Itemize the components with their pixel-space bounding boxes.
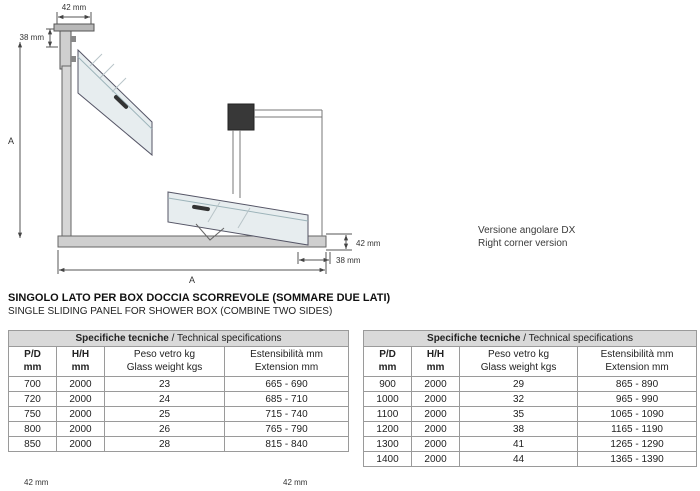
technical-drawing	[0, 0, 470, 290]
table-cell: 1000	[364, 392, 412, 407]
table-cell: 720	[9, 392, 57, 407]
table-cell: 765 - 790	[225, 422, 349, 437]
table-title-italian: Specifiche tecniche	[427, 333, 521, 344]
column-header: Estensibilità mm Extension mm	[225, 347, 349, 377]
table-cell: 24	[105, 392, 225, 407]
dim-label-38mm-right: 38 mm	[336, 256, 361, 265]
page-title-italian: SINGOLO LATO PER BOX DOCCIA SCORREVOLE (SOMMARE DUE LATI)	[8, 292, 391, 304]
spec-tables	[8, 330, 696, 467]
table-cell: 2000	[412, 422, 460, 437]
table-cell: 715 - 740	[225, 407, 349, 422]
table-title-row	[364, 331, 697, 347]
table-cell: 2000	[57, 407, 105, 422]
version-caption	[478, 224, 575, 250]
table-cell: 2000	[412, 377, 460, 392]
column-header: H/H mm	[57, 347, 105, 377]
corner-post	[228, 104, 254, 130]
table-cell: 1300	[364, 437, 412, 452]
table-cell: 865 - 890	[578, 377, 697, 392]
right-depth-dimension	[298, 252, 330, 264]
column-header: P/D mm	[364, 347, 412, 377]
spec-table-left	[8, 330, 349, 452]
table-title	[9, 331, 349, 347]
table-cell: 35	[460, 407, 578, 422]
table-cell: 800	[9, 422, 57, 437]
table-row	[9, 422, 349, 437]
table-cell: 1200	[364, 422, 412, 437]
table-cell: 1365 - 1390	[578, 452, 697, 467]
dim-label-a-left: A	[8, 136, 15, 146]
table-cell: 28	[105, 437, 225, 452]
table-row	[9, 437, 349, 452]
table-cell: 2000	[412, 437, 460, 452]
table-row	[9, 392, 349, 407]
table-body	[9, 377, 349, 452]
table-cell: 685 - 710	[225, 392, 349, 407]
table-title-row	[9, 331, 349, 347]
table-cell: 41	[460, 437, 578, 452]
table-cell: 2000	[57, 377, 105, 392]
table-row	[364, 377, 697, 392]
column-header: Peso vetro kg Glass weight kgs	[460, 347, 578, 377]
footnote-42mm-center: 42 mm	[283, 478, 308, 487]
table-title-italian: Specifiche tecniche	[75, 333, 169, 344]
column-header: P/D mm	[9, 347, 57, 377]
version-caption-italian: Versione angolare DX	[478, 225, 576, 236]
glass-panel-upper	[78, 50, 152, 155]
dim-label-42mm-top: 42 mm	[61, 3, 87, 12]
table-cell: 2000	[412, 392, 460, 407]
table-cell: 32	[460, 392, 578, 407]
bottom-width-dimension	[58, 250, 326, 274]
table-title-english: / Technical specifications	[171, 333, 282, 344]
table-cell: 2000	[57, 392, 105, 407]
version-caption-english: Right corner version	[478, 238, 568, 249]
table-cell: 750	[9, 407, 57, 422]
page-title-english: SINGLE SLIDING PANEL FOR SHOWER BOX (COMBINE TWO SIDES)	[8, 306, 333, 317]
column-header-row	[364, 347, 697, 377]
column-header-row	[9, 347, 349, 377]
dim-label-a-bottom: A	[188, 275, 196, 285]
table-cell: 700	[9, 377, 57, 392]
table-row	[9, 377, 349, 392]
column-header: H/H mm	[412, 347, 460, 377]
table-row	[9, 407, 349, 422]
table-cell: 25	[105, 407, 225, 422]
top-left-depth-dimension	[46, 29, 58, 47]
table-row	[364, 422, 697, 437]
table-cell: 1400	[364, 452, 412, 467]
table-cell: 965 - 990	[578, 392, 697, 407]
table-body	[364, 377, 697, 467]
table-cell: 1065 - 1090	[578, 407, 697, 422]
table-row	[364, 452, 697, 467]
spec-table-right	[363, 330, 697, 467]
dim-label-42mm-right: 42 mm	[356, 239, 381, 248]
dim-label-38mm-top: 38 mm	[19, 33, 44, 42]
table-cell: 29	[460, 377, 578, 392]
table-cell: 1165 - 1190	[578, 422, 697, 437]
table-cell: 1265 - 1290	[578, 437, 697, 452]
column-header: Peso vetro kg Glass weight kgs	[105, 347, 225, 377]
section-titles	[8, 292, 390, 317]
right-height-dimension	[326, 234, 352, 250]
table-title	[364, 331, 697, 347]
table-cell: 26	[105, 422, 225, 437]
table-row	[364, 392, 697, 407]
table-title-english: / Technical specifications	[523, 333, 634, 344]
table-cell: 900	[364, 377, 412, 392]
table-cell: 2000	[57, 422, 105, 437]
table-row	[364, 407, 697, 422]
table-row	[364, 437, 697, 452]
table-cell: 2000	[412, 407, 460, 422]
table-cell: 1100	[364, 407, 412, 422]
column-header: Estensibilità mm Extension mm	[578, 347, 697, 377]
table-cell: 850	[9, 437, 57, 452]
table-cell: 44	[460, 452, 578, 467]
table-cell: 38	[460, 422, 578, 437]
table-cell: 2000	[412, 452, 460, 467]
table-cell: 815 - 840	[225, 437, 349, 452]
table-cell: 665 - 690	[225, 377, 349, 392]
footnote-42mm-left: 42 mm	[24, 478, 49, 487]
table-cell: 2000	[57, 437, 105, 452]
table-cell: 23	[105, 377, 225, 392]
